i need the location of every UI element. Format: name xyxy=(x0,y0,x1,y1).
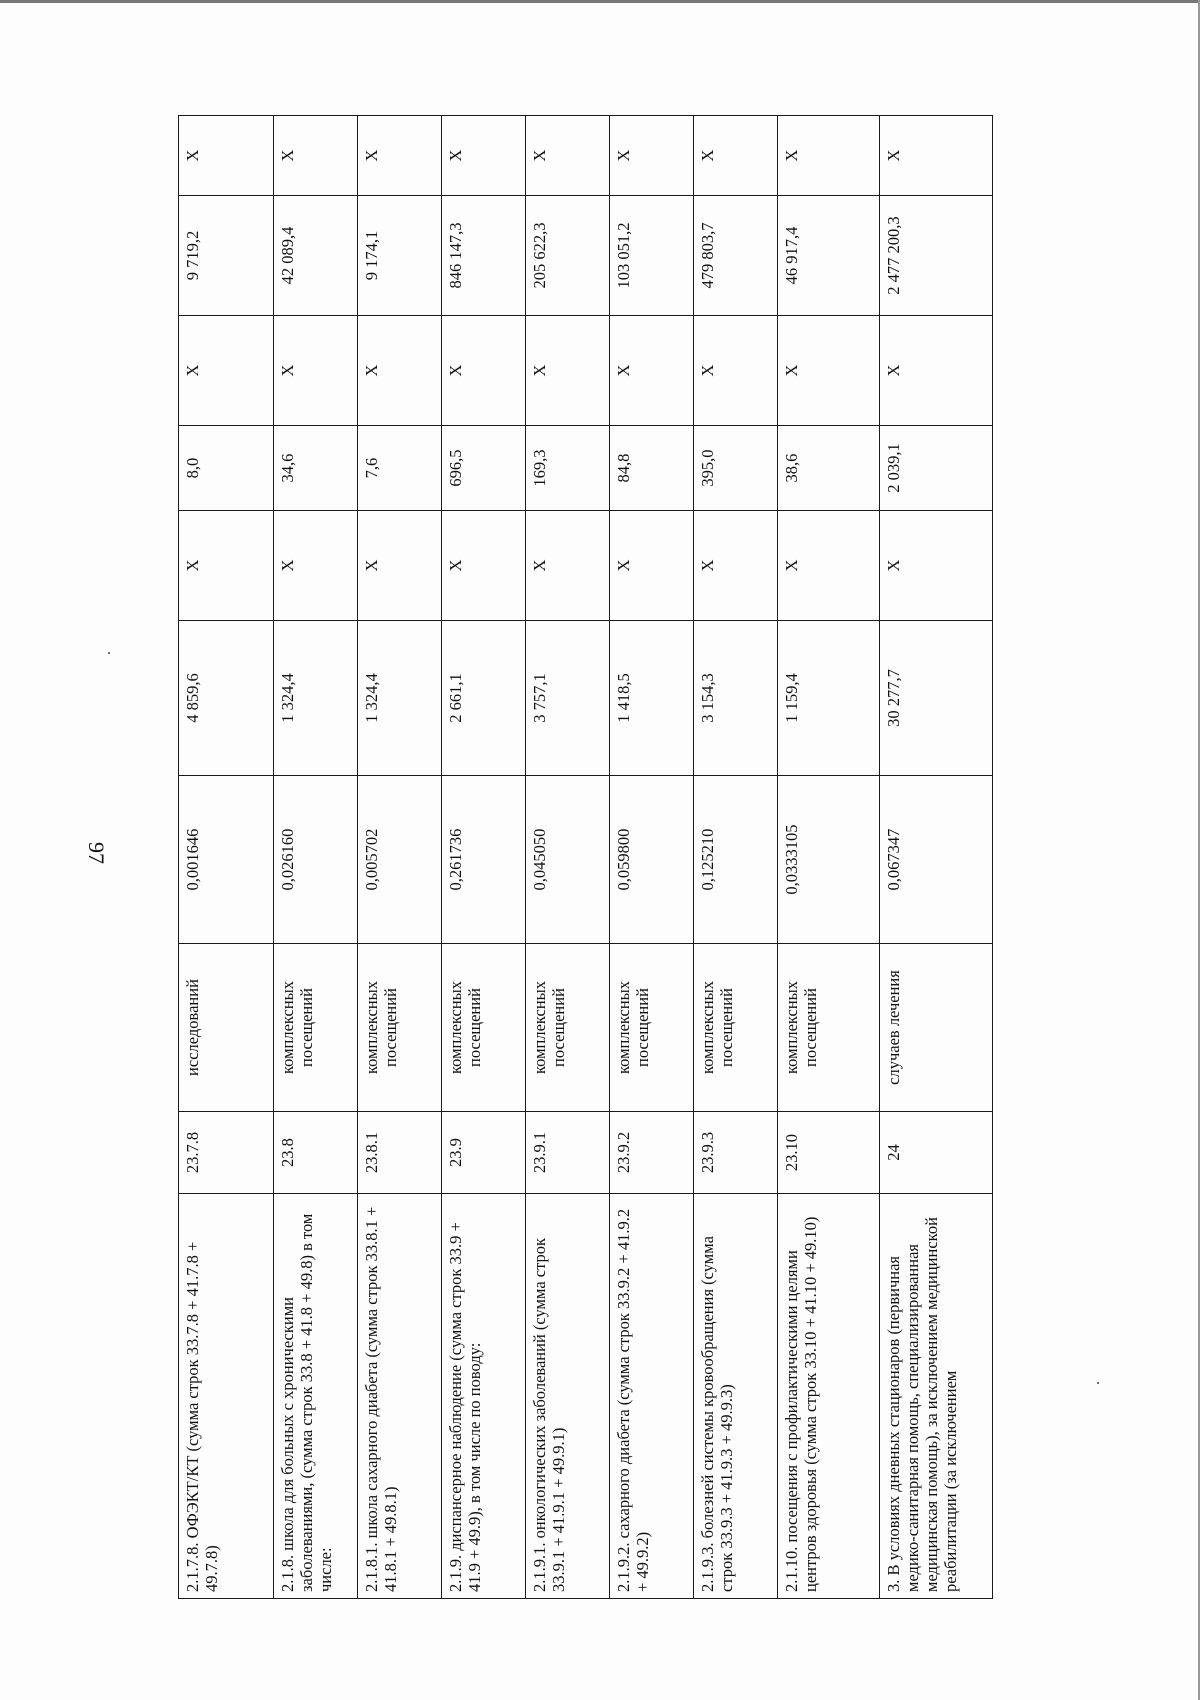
cell-norm: 0,045050 xyxy=(526,776,610,944)
cell-amount-1: 34,6 xyxy=(274,426,358,511)
table-row xyxy=(526,116,610,1599)
cell-norm: 0,026160 xyxy=(274,776,358,944)
cell-amount-1: 395,0 xyxy=(694,426,778,511)
cell-code: 23.8 xyxy=(274,1112,358,1194)
cell-code: 23.8.1 xyxy=(358,1112,442,1194)
table-row xyxy=(179,116,274,1599)
cell-c2: X xyxy=(274,316,358,426)
cell-code: 23.7.8 xyxy=(179,1112,274,1194)
cell-c1: X xyxy=(442,511,526,621)
table-row xyxy=(880,116,993,1599)
cell-norm: 0,059800 xyxy=(610,776,694,944)
cell-cost: 1 418,5 xyxy=(610,621,694,776)
cell-unit: комплексных посещений xyxy=(694,944,778,1112)
cell-c2: X xyxy=(610,316,694,426)
cell-c1: X xyxy=(526,511,610,621)
cell-cost: 1 159,4 xyxy=(778,621,880,776)
cell-norm: 0,125210 xyxy=(694,776,778,944)
cell-norm: 0,005702 xyxy=(358,776,442,944)
cell-name: 2.1.9.3. болезней системы кровообращения (сумма строк 33.9.3 + 41.9.3 + 49.9.3) xyxy=(694,1194,778,1599)
cell-c1: X xyxy=(274,511,358,621)
cell-name: 2.1.10. посещения с профилактическими целями центров здоровья (сумма строк 33.10 + 41.10 + 49.10) xyxy=(778,1194,880,1599)
cell-c1: X xyxy=(880,511,993,621)
cell-c1: X xyxy=(610,511,694,621)
cell-c3: X xyxy=(358,116,442,196)
cell-name: 2.1.7.8. ОФЭКТ/КТ (сумма строк 33.7.8 + 41.7.8 + 49.7.8) xyxy=(179,1194,274,1599)
cell-cost: 1 324,4 xyxy=(358,621,442,776)
table-row xyxy=(610,116,694,1599)
cell-c3: X xyxy=(274,116,358,196)
cell-c3: X xyxy=(880,116,993,196)
cell-c3: X xyxy=(442,116,526,196)
scan-speck xyxy=(1097,1382,1099,1384)
cell-cost: 1 324,4 xyxy=(274,621,358,776)
cell-code: 23.9.1 xyxy=(526,1112,610,1194)
cell-amount-1: 169,3 xyxy=(526,426,610,511)
cell-code: 23.9.2 xyxy=(610,1112,694,1194)
cell-name: 2.1.8.1. школа сахарного диабета (сумма строк 33.8.1 + 41.8.1 + 49.8.1) xyxy=(358,1194,442,1599)
cell-c3: X xyxy=(526,116,610,196)
cell-cost: 30 277,7 xyxy=(880,621,993,776)
cell-c2: X xyxy=(880,316,993,426)
cell-cost: 4 859,6 xyxy=(179,621,274,776)
cell-amount-2: 846 147,3 xyxy=(442,196,526,316)
cell-amount-1: 696,5 xyxy=(442,426,526,511)
scan-edge-top xyxy=(0,0,1200,3)
cell-c2: X xyxy=(358,316,442,426)
cell-unit: комплексных посещений xyxy=(526,944,610,1112)
scan-speck xyxy=(108,652,110,654)
cell-c1: X xyxy=(778,511,880,621)
cell-name: 3. В условиях дневных стационаров (первичная медико-санитарная помощь, специализированная медицинская помощь), за исключением медицинской реабилитации (за исключением xyxy=(880,1194,993,1599)
cell-c3: X xyxy=(610,116,694,196)
cell-cost: 3 757,1 xyxy=(526,621,610,776)
cell-c2: X xyxy=(694,316,778,426)
cell-amount-2: 42 089,4 xyxy=(274,196,358,316)
cell-amount-2: 46 917,4 xyxy=(778,196,880,316)
cell-unit: исследований xyxy=(179,944,274,1112)
cell-amount-2: 205 622,3 xyxy=(526,196,610,316)
cell-c3: X xyxy=(694,116,778,196)
cell-code: 23.9.3 xyxy=(694,1112,778,1194)
cell-c2: X xyxy=(778,316,880,426)
cell-unit: случаев лечения xyxy=(880,944,993,1112)
table-row xyxy=(358,116,442,1599)
cell-amount-1: 2 039,1 xyxy=(880,426,993,511)
cell-name: 2.1.9.2. сахарного диабета (сумма строк 33.9.2 + 41.9.2 + 49.9.2) xyxy=(610,1194,694,1599)
cell-c3: X xyxy=(179,116,274,196)
table-rotation-wrapper xyxy=(178,116,992,1599)
cell-c1: X xyxy=(694,511,778,621)
cell-norm: 0,067347 xyxy=(880,776,993,944)
cell-code: 23.10 xyxy=(778,1112,880,1194)
cell-amount-1: 38,6 xyxy=(778,426,880,511)
cell-unit: комплексных посещений xyxy=(778,944,880,1112)
cell-name: 2.1.8. школа для больных с хроническими заболеваниями, (сумма строк 33.8 + 41.8 + 49.8) в том числе: xyxy=(274,1194,358,1599)
cell-amount-2: 479 803,7 xyxy=(694,196,778,316)
cell-norm: 0,0333105 xyxy=(778,776,880,944)
cell-amount-2: 2 477 200,3 xyxy=(880,196,993,316)
cell-unit: комплексных посещений xyxy=(274,944,358,1112)
cell-cost: 2 661,1 xyxy=(442,621,526,776)
cell-c2: X xyxy=(179,316,274,426)
cell-c2: X xyxy=(442,316,526,426)
cell-code: 23.9 xyxy=(442,1112,526,1194)
cell-amount-2: 103 051,2 xyxy=(610,196,694,316)
cell-unit: комплексных посещений xyxy=(358,944,442,1112)
cell-amount-1: 7,6 xyxy=(358,426,442,511)
table-row xyxy=(274,116,358,1599)
cell-c3: X xyxy=(778,116,880,196)
cell-unit: комплексных посещений xyxy=(442,944,526,1112)
cell-norm: 0,261736 xyxy=(442,776,526,944)
cell-amount-2: 9 719,2 xyxy=(179,196,274,316)
cell-name: 2.1.9.1. онкологических заболеваний (сумма строк 33.9.1 + 41.9.1 + 49.9.1) xyxy=(526,1194,610,1599)
cell-amount-2: 9 174,1 xyxy=(358,196,442,316)
cell-c1: X xyxy=(358,511,442,621)
table-row xyxy=(442,116,526,1599)
cell-code: 24 xyxy=(880,1112,993,1194)
table-row xyxy=(694,116,778,1599)
cell-amount-1: 8,0 xyxy=(179,426,274,511)
page-number: 97 xyxy=(84,842,109,864)
cell-cost: 3 154,3 xyxy=(694,621,778,776)
cell-c1: X xyxy=(179,511,274,621)
cell-c2: X xyxy=(526,316,610,426)
cell-name: 2.1.9. диспансерное наблюдение (сумма строк 33.9 + 41.9 + 49.9), в том числе по поводу: xyxy=(442,1194,526,1599)
cell-unit: комплексных посещений xyxy=(610,944,694,1112)
cell-norm: 0,001646 xyxy=(179,776,274,944)
table-row xyxy=(778,116,880,1599)
data-table xyxy=(178,115,993,1599)
cell-amount-1: 84,8 xyxy=(610,426,694,511)
